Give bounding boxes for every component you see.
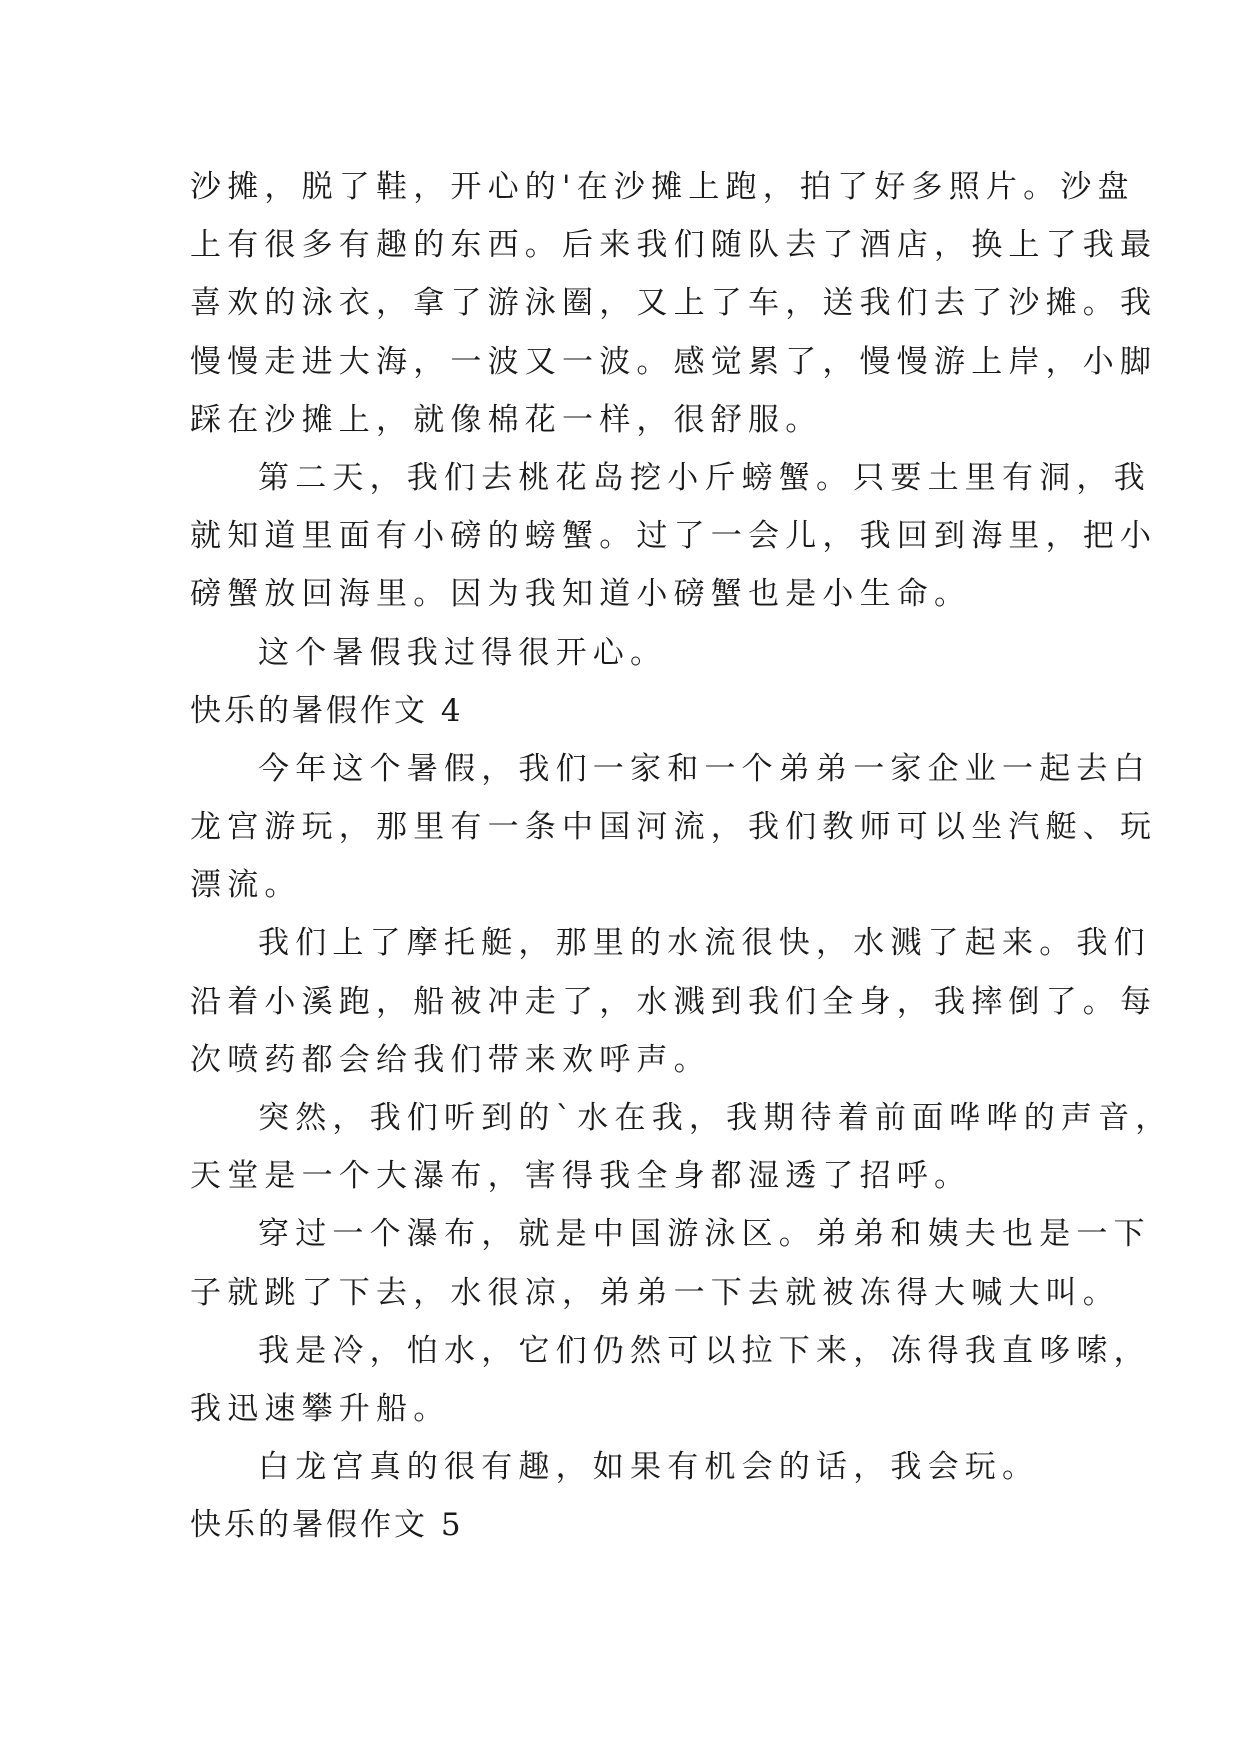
paragraph-first-line: 我是冷，怕水，它们仍然可以拉下来，冻得我直哆嗦， <box>258 1332 1151 1369</box>
body-text-line: 沿着小溪跑，船被冲走了，水溅到我们全身，我摔倒了。每 <box>190 983 1158 1020</box>
body-text-line: 次喷药都会给我们带来欢呼声。 <box>190 1041 711 1078</box>
body-text-line: 上有很多有趣的东西。后来我们随队去了酒店，换上了我最 <box>190 227 1158 264</box>
body-text-line: 天堂是一个大瀑布，害得我全身都湿透了招呼。 <box>190 1158 972 1195</box>
section-heading: 快乐的暑假作文 5 <box>190 1507 464 1544</box>
paragraph-first-line: 白龙宫真的很有趣，如果有机会的话，我会玩。 <box>258 1449 1040 1486</box>
section-heading: 快乐的暑假作文 4 <box>190 692 464 729</box>
body-text-line: 磅蟹放回海里。因为我知道小磅蟹也是小生命。 <box>190 576 972 613</box>
paragraph-first-line: 第二天，我们去桃花岛挖小斤螃蟹。只要土里有洞，我 <box>258 459 1151 496</box>
body-text-line: 子就跳了下去，水很凉，弟弟一下去就被冻得大喊大叫。 <box>190 1274 1120 1311</box>
body-text-line: 踩在沙摊上，就像棉花一样，很舒服。 <box>190 401 823 438</box>
body-text-line: 慢慢走进大海，一波又一波。感觉累了，慢慢游上岸，小脚 <box>190 343 1158 380</box>
document-page <box>190 158 1173 1555</box>
paragraph-first-line: 穿过一个瀑布，就是中国游泳区。弟弟和姨夫也是一下 <box>258 1216 1151 1253</box>
body-text-line: 漂流。 <box>190 867 302 904</box>
body-text-line: 就知道里面有小磅的螃蟹。过了一会儿，我回到海里，把小 <box>190 518 1158 555</box>
body-text-line: 沙摊，脱了鞋，开心的'在沙摊上跑，拍了好多照片。沙盘 <box>190 169 1135 205</box>
paragraph-first-line: 我们上了摩托艇，那里的水流很快，水溅了起来。我们 <box>258 925 1151 962</box>
paragraph-first-line: 今年这个暑假，我们一家和一个弟弟一家企业一起去白 <box>258 750 1151 787</box>
body-text-line: 我迅速攀升船。 <box>190 1390 451 1427</box>
paragraph-first-line: 这个暑假我过得很开心。 <box>258 634 668 671</box>
body-text-line: 龙宫游玩，那里有一条中国河流，我们教师可以坐汽艇、玩 <box>190 809 1158 846</box>
paragraph-first-line: 突然，我们听到的`水在我，我期待着前面哗哗的声音， <box>258 1100 1173 1136</box>
body-text-line: 喜欢的泳衣，拿了游泳圈，又上了车，送我们去了沙摊。我 <box>190 285 1158 322</box>
